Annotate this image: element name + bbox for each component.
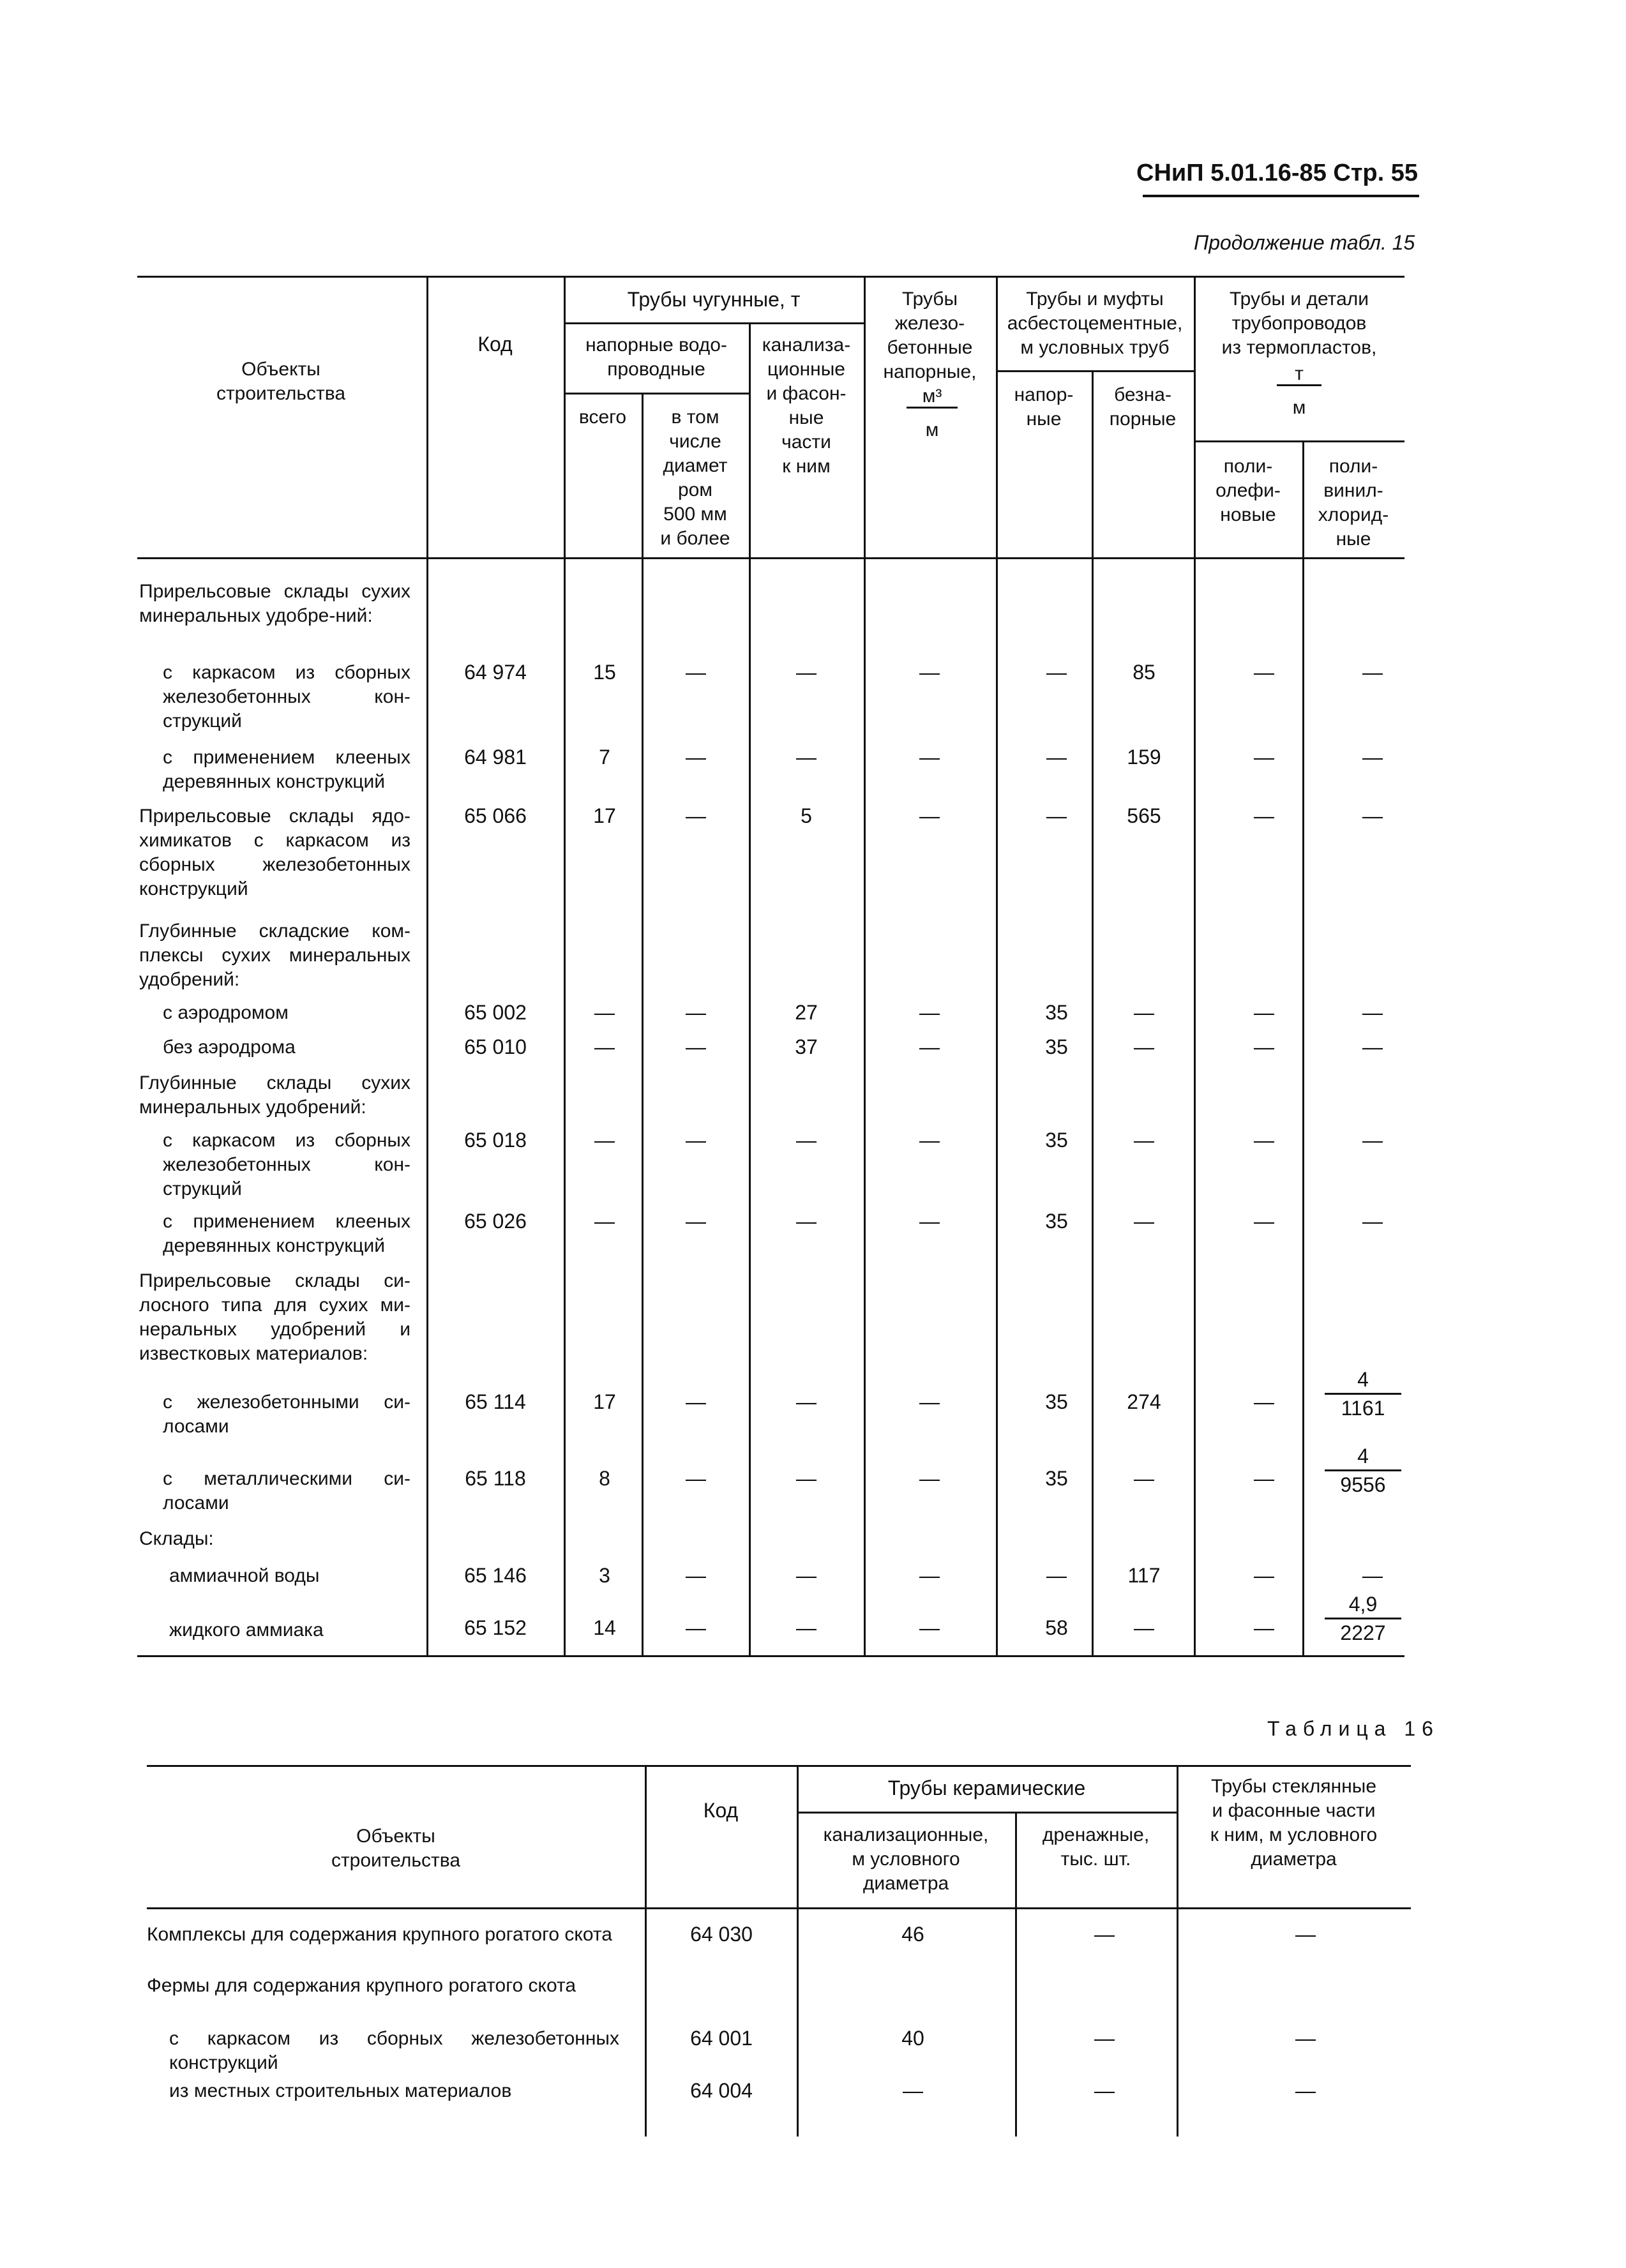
col-header-total: всего — [578, 407, 627, 428]
cell: 274 — [1127, 1390, 1161, 1413]
cell: — — [1362, 1564, 1383, 1587]
cell: — — [1254, 746, 1274, 769]
header-rule — [1143, 195, 1419, 197]
cell: — — [594, 1001, 615, 1024]
rule — [749, 322, 751, 1655]
cell: 7 — [599, 746, 610, 769]
row-label: Прирельсовые склады си-лосного типа для сухих ми-неральных удобрений и известковых материалов: — [139, 1270, 410, 1364]
col-header-pressure-water: напорные водо- проводные — [585, 334, 727, 380]
rc-unit-bottom: м — [925, 419, 939, 440]
cell: — — [1254, 1390, 1274, 1413]
col-header-sewer: канализационные, м условного диаметра — [823, 1824, 989, 1894]
cell: 5 — [801, 804, 812, 827]
rule — [564, 322, 864, 324]
cell: — — [594, 1210, 615, 1233]
cell: — — [1254, 1210, 1274, 1233]
col-header-pvc: поли- винил- хлорид- ные — [1318, 456, 1389, 550]
cell: — — [1362, 661, 1383, 684]
row-code: 65 066 — [464, 804, 527, 827]
row-code: 65 002 — [464, 1001, 527, 1024]
cell: — — [1362, 1001, 1383, 1024]
row-label: с аэродромом — [163, 1002, 289, 1023]
cell: — — [919, 1035, 940, 1058]
cell: — — [796, 1467, 817, 1490]
rule — [797, 1812, 1177, 1814]
cell: — — [686, 1129, 706, 1152]
cell: — — [1254, 661, 1274, 684]
row-label: Комплексы для содержания крупного рогатого скота — [147, 1924, 612, 1945]
cell: — — [686, 1467, 706, 1490]
cell: 35 — [1045, 1467, 1068, 1490]
cell: 17 — [593, 804, 616, 827]
col-header-code: Код — [703, 1799, 739, 1822]
cell: — — [1295, 2027, 1316, 2050]
rule — [147, 1907, 1411, 1909]
row-label: Прирельсовые склады ядо-химикатов с каркасом из сборных железобетонных конструкций — [139, 806, 410, 899]
row-label: без аэродрома — [163, 1037, 296, 1058]
cell: — — [686, 1390, 706, 1413]
cell: — — [919, 1390, 940, 1413]
fraction-numerator: 4 — [1325, 1366, 1401, 1395]
cell: — — [686, 1564, 706, 1587]
row-code: 65 026 — [464, 1210, 527, 1233]
col-header-objects: Объекты строительства — [216, 359, 346, 404]
cell: — — [919, 1564, 940, 1587]
cell: — — [1254, 1467, 1274, 1490]
cell: — — [919, 1210, 940, 1233]
rule — [864, 276, 866, 1655]
rule — [147, 1765, 1411, 1767]
col-header-asbestos: Трубы и муфты асбестоцементные, м условных труб — [1007, 289, 1183, 358]
row-label: Глубинные складские ком-плексы сухих минеральных удобрений: — [139, 920, 410, 990]
fraction-numerator: 4 — [1325, 1443, 1401, 1471]
cell: — — [1094, 2027, 1115, 2050]
cell: — — [796, 746, 817, 769]
cell: — — [796, 1616, 817, 1639]
row-label: с металлическими си-лосами — [163, 1468, 410, 1513]
fraction-denominator: 1161 — [1341, 1397, 1385, 1420]
row-code: 65 114 — [465, 1390, 526, 1413]
cell: — — [594, 1035, 615, 1058]
row-code: 64 004 — [690, 2079, 753, 2102]
cell: — — [1362, 1210, 1383, 1233]
rule — [137, 557, 1404, 559]
cell: 40 — [901, 2027, 924, 2050]
cell: — — [1254, 1564, 1274, 1587]
rule — [1194, 440, 1404, 442]
cell: 15 — [593, 661, 616, 684]
row-label: Фермы для содержания крупного рогатого скота — [147, 1975, 576, 1996]
cell: — — [1362, 1129, 1383, 1152]
cell: 8 — [599, 1467, 610, 1490]
cell: — — [1134, 1467, 1154, 1490]
cell: — — [796, 1210, 817, 1233]
rule — [137, 1655, 1404, 1657]
col-header-cast-iron: Трубы чугунные, т — [627, 288, 801, 311]
cell: — — [919, 1467, 940, 1490]
cell: — — [686, 804, 706, 827]
thermo-unit-bottom: м — [1292, 397, 1306, 418]
cell: 14 — [593, 1616, 616, 1639]
cell: — — [1362, 746, 1383, 769]
cell: — — [686, 1001, 706, 1024]
fraction-denominator: 9556 — [1340, 1473, 1386, 1496]
cell: — — [796, 1564, 817, 1587]
cell: — — [686, 1210, 706, 1233]
col-header-incl-500: в том числе диамет ром 500 мм и более — [660, 407, 730, 549]
fraction-denominator: 2227 — [1340, 1621, 1386, 1644]
row-code: 65 010 — [464, 1035, 527, 1058]
col-header-glass: Трубы стеклянные и фасонные части к ним, м условного диаметра — [1210, 1776, 1378, 1870]
cell: 159 — [1127, 746, 1161, 769]
col-header-asb-nonpressure: безна- порные — [1109, 384, 1177, 430]
cell: — — [686, 661, 706, 684]
row-code: 64 030 — [690, 1923, 753, 1946]
fraction-numerator: 4,9 — [1325, 1591, 1401, 1619]
cell: — — [1254, 1129, 1274, 1152]
cell: — — [594, 1129, 615, 1152]
cell: — — [1134, 1210, 1154, 1233]
col-header-code: Код — [478, 333, 513, 356]
cell: — — [919, 1616, 940, 1639]
cell: 35 — [1045, 1035, 1068, 1058]
cell: — — [686, 1616, 706, 1639]
cell: 565 — [1127, 804, 1161, 827]
thermo-unit-top: т — [1277, 364, 1321, 386]
cell: — — [1254, 1616, 1274, 1639]
cell: — — [1134, 1129, 1154, 1152]
row-label: с железобетонными си-лосами — [163, 1392, 410, 1437]
row-label: аммиачной воды — [169, 1565, 320, 1586]
cell: 35 — [1045, 1001, 1068, 1024]
rule — [996, 276, 998, 1655]
col-header-thermo: Трубы и детали трубопроводов из термопластов, — [1221, 289, 1377, 358]
cell: — — [1254, 1001, 1274, 1024]
cell: — — [1134, 1035, 1154, 1058]
cell: 58 — [1045, 1616, 1068, 1639]
rc-unit-top: м³ — [907, 386, 958, 409]
row-code: 65 146 — [464, 1564, 527, 1587]
table-16-title: Таблица 16 — [1267, 1717, 1440, 1740]
row-label: жидкого аммиака — [169, 1619, 324, 1641]
cell: 35 — [1045, 1390, 1068, 1413]
cell: 27 — [795, 1001, 818, 1024]
fraction-cell — [1325, 1443, 1401, 1498]
cell: — — [1094, 1923, 1115, 1946]
cell: — — [919, 804, 940, 827]
cell: — — [919, 661, 940, 684]
row-code: 64 974 — [464, 661, 527, 684]
cell: — — [1254, 1035, 1274, 1058]
row-code: 64 001 — [690, 2027, 753, 2050]
cell: 37 — [795, 1035, 818, 1058]
cell: 35 — [1045, 1129, 1068, 1152]
row-label: Склады: — [139, 1528, 214, 1549]
cell: 17 — [593, 1390, 616, 1413]
rule — [996, 370, 1194, 372]
fraction-cell — [1325, 1366, 1401, 1422]
row-label: из местных строительных материалов — [169, 2080, 512, 2101]
col-header-sewer: канализа- ционные и фасон- ные части к ним — [762, 334, 851, 477]
row-label: с каркасом из сборных железобетонных кон-струкций — [163, 1130, 410, 1199]
row-label: с каркасом из сборных железобетонных конструкций — [169, 2028, 619, 2073]
cell: — — [1046, 1564, 1067, 1587]
cell: — — [1134, 1616, 1154, 1639]
row-code: 65 118 — [465, 1467, 526, 1490]
cell: — — [1362, 1035, 1383, 1058]
cell: — — [686, 746, 706, 769]
continuation-label: Продолжение табл. 15 — [1194, 231, 1415, 254]
cell: 85 — [1133, 661, 1156, 684]
rule — [137, 276, 1404, 278]
cell: — — [1295, 2079, 1316, 2102]
rule — [426, 276, 428, 1655]
cell: — — [903, 2079, 923, 2102]
cell: — — [1362, 804, 1383, 827]
col-header-objects: Объекты строительства — [331, 1826, 461, 1871]
row-label: Глубинные склады сухих минеральных удобрений: — [139, 1072, 410, 1118]
cell: — — [1254, 804, 1274, 827]
cell: — — [1094, 2079, 1115, 2102]
row-label: Прирельсовые склады сухих минеральных удобре-ний: — [139, 581, 410, 626]
row-code: 65 152 — [464, 1616, 527, 1639]
row-code: 65 018 — [464, 1129, 527, 1152]
cell: 117 — [1127, 1564, 1161, 1587]
cell: — — [796, 661, 817, 684]
cell: — — [686, 1035, 706, 1058]
cell: — — [1046, 661, 1067, 684]
cell: — — [919, 1001, 940, 1024]
cell: 46 — [901, 1923, 924, 1946]
rule — [564, 393, 749, 394]
row-code: 64 981 — [464, 746, 527, 769]
cell: 3 — [599, 1564, 610, 1587]
cell: — — [796, 1129, 817, 1152]
cell: — — [796, 1390, 817, 1413]
page-header: СНиП 5.01.16-85 Стр. 55 — [1136, 160, 1419, 186]
row-label: с применением клееных деревянных конструкций — [163, 747, 410, 792]
col-header-ceramic: Трубы керамические — [887, 1776, 1086, 1799]
row-label: с каркасом из сборных железобетонных кон-струкций — [163, 662, 410, 732]
row-label: с применением клееных деревянных конструкций — [163, 1211, 410, 1256]
cell: 35 — [1045, 1210, 1068, 1233]
col-header-rc-pipes: Трубы железо- бетонные напорные, — [883, 289, 977, 382]
rule — [564, 276, 566, 1655]
cell: — — [919, 746, 940, 769]
col-header-asb-pressure: напор- ные — [1014, 384, 1074, 430]
fraction-cell — [1325, 1591, 1401, 1646]
col-header-drain: дренажные, тыс. шт. — [1042, 1824, 1150, 1870]
col-header-polyolefin: поли- олефи- новые — [1216, 456, 1281, 525]
cell: — — [1046, 804, 1067, 827]
rule — [797, 1765, 799, 2137]
cell: — — [1134, 1001, 1154, 1024]
cell: — — [1046, 746, 1067, 769]
cell: — — [919, 1129, 940, 1152]
cell: — — [1295, 1923, 1316, 1946]
